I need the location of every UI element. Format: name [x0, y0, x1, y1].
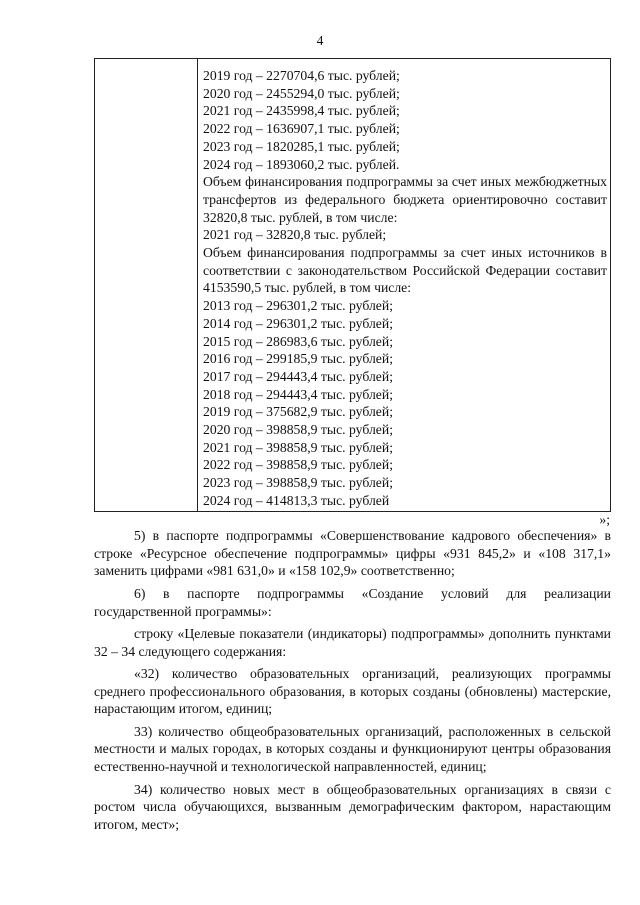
paragraph-point-32: «32) количество образовательных организаций, реализующих программы среднего профессионального образования, в которых созданы (обновлены) мастерские, нарастающим итогом, единиц; [94, 665, 611, 717]
funding-line: 2020 год – 398858,9 тыс. рублей; [203, 422, 393, 438]
body-text [94, 527, 611, 838]
funding-line: 2018 год – 294443,4 тыс. рублей; [203, 386, 393, 402]
funding-line: 2019 год – 375682,9 тыс. рублей; [203, 404, 393, 420]
other-sources-paragraph: Объем финансирования подпрограммы за счет иных источников в соответствии с законодательством Российской Федерации составит 4153590,5 тыс. рублей, в том числе: [203, 245, 607, 296]
paragraph-point-33: 33) количество общеобразовательных организаций, расположенных в сельской местности и малых городах, в которых созданы и функционируют центры образования естественно-научной и технологической направленностей, единиц; [94, 723, 611, 775]
funding-line: 2017 год – 294443,4 тыс. рублей; [203, 368, 393, 384]
funding-line: 2016 год – 299185,9 тыс. рублей; [203, 351, 393, 367]
table-right-cell [203, 67, 607, 510]
funding-line: 2019 год – 2270704,6 тыс. рублей; [203, 68, 400, 83]
funding-line: 2015 год – 286983,6 тыс. рублей; [203, 333, 393, 349]
funding-line: 2023 год – 1820285,1 тыс. рублей; [203, 138, 400, 154]
funding-line: 2020 год – 2455294,0 тыс. рублей; [203, 85, 400, 101]
resource-table [94, 58, 611, 512]
funding-line: 2023 год – 398858,9 тыс. рублей; [203, 475, 393, 491]
table-column-divider [197, 59, 198, 511]
paragraph-item-6: 6) в паспорте подпрограммы «Создание условий для реализации государственной программы»: [94, 585, 611, 619]
funding-line: 2022 год – 398858,9 тыс. рублей; [203, 457, 393, 473]
paragraph-target-indicators: строку «Целевые показатели (индикаторы) подпрограммы» дополнить пунктами 32 – 34 следующего содержания: [94, 625, 611, 659]
funding-line: 2014 год – 296301,2 тыс. рублей; [203, 315, 393, 331]
funding-line: 2024 год – 1893060,2 тыс. рублей. [203, 156, 400, 172]
funding-line: 2013 год – 296301,2 тыс. рублей; [203, 298, 393, 314]
funding-line: 2024 год – 414813,3 тыс. рублей [203, 492, 390, 508]
funding-line: 2021 год – 398858,9 тыс. рублей; [203, 439, 393, 455]
paragraph-point-34: 34) количество новых мест в общеобразовательных организациях в связи с ростом числа обучающихся, вызванным демографическим фактором, нарастающим итогом, мест»; [94, 781, 611, 832]
interbudget-paragraph: Объем финансирования подпрограммы за счет иных межбюджетных трансфертов из федерального бюджета ориентировочно составит 32820,8 тыс. рублей, в том числе: [203, 174, 607, 225]
funding-line: 2021 год – 32820,8 тыс. рублей; [203, 227, 387, 243]
page-number: 4 [316, 33, 324, 48]
paragraph-item-5: 5) в паспорте подпрограммы «Совершенствование кадрового обеспечения» в строке «Ресурсное обеспечение подпрограммы» цифры «931 845,2» и «108 317,1» заменить цифрами «981 631,0» и «158 102,9» соответственно; [94, 528, 611, 579]
funding-line: 2022 год – 1636907,1 тыс. рублей; [203, 121, 400, 137]
closing-quote: »; [599, 512, 610, 527]
funding-line: 2021 год – 2435998,4 тыс. рублей; [203, 103, 400, 119]
